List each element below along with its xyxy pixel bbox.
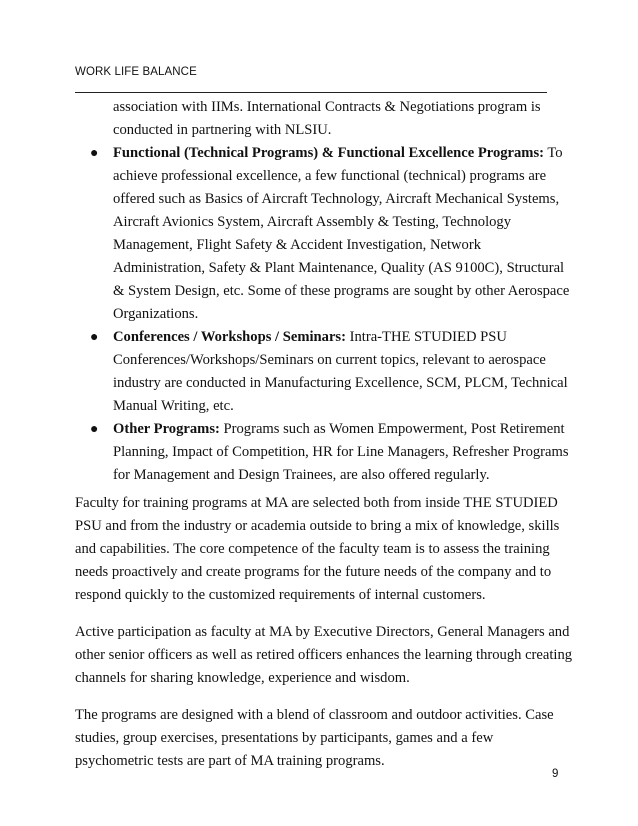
bullet-icon: ● xyxy=(90,422,99,437)
body-paragraph: The programs are designed with a blend of classroom and outdoor activities. Case studies, group exercises, presentations by participants, games and a few psychometric tests are part of MA training programs. xyxy=(75,707,554,769)
running-header: WORK LIFE BALANCE xyxy=(75,66,197,78)
list-item-text: Intra-THE STUDIED PSU Conferences/Workshops/Seminars on current topics, relevant to aerospace industry are conducted in Manufacturing Excellence, SCM, PLCM, Technical Manual Writing, etc. xyxy=(113,329,568,414)
list-item-term: Conferences / Workshops / Seminars: xyxy=(113,329,346,345)
page-number: 9 xyxy=(552,768,559,780)
continued-list-text: association with IIMs. International Contracts & Negotiations program is conducted in partnering with NLSIU. xyxy=(113,99,541,138)
list-item xyxy=(90,326,575,418)
list-item-text: To achieve professional excellence, a few functional (technical) programs are offered such as Basics of Aircraft Technology, Aircraft Mechanical Systems, Aircraft Avionics System, Aircraft Assembly & Testing, Technology Management, Flight Safety & Accident Investigation, Network Administration, Safety & Plant Maintenance, Quality (AS 9100C), Structural & System Design, etc. Some of these programs are sought by other Aerospace Organizations. xyxy=(113,145,570,322)
program-list xyxy=(75,142,575,487)
list-item-term: Functional (Technical Programs) & Functional Excellence Programs: xyxy=(113,145,545,161)
bullet-icon: ● xyxy=(90,146,99,161)
bullet-icon: ● xyxy=(90,330,99,345)
page-body xyxy=(75,96,575,773)
header-rule xyxy=(75,92,547,93)
list-item-term: Other Programs: xyxy=(113,421,220,437)
list-item-text: Programs such as Women Empowerment, Post Retirement Planning, Impact of Competition, HR for Line Managers, Refresher Programs for Management and Design Trainees, are also offered regularly. xyxy=(113,421,569,483)
list-item xyxy=(90,142,575,326)
body-paragraph: Active participation as faculty at MA by Executive Directors, General Managers and other senior officers as well as retired officers enhances the learning through creating channels for sharing knowledge, experience and wisdom. xyxy=(75,624,573,686)
body-paragraph: Faculty for training programs at MA are selected both from inside THE STUDIED PSU and from the industry or academia outside to bring a mix of knowledge, skills and capabilities. The core competence of the faculty team is to assess the training needs proactively and create programs for the future needs of the company and to respond quickly to the customized requirements of internal customers. xyxy=(75,495,560,603)
list-item xyxy=(90,418,575,487)
